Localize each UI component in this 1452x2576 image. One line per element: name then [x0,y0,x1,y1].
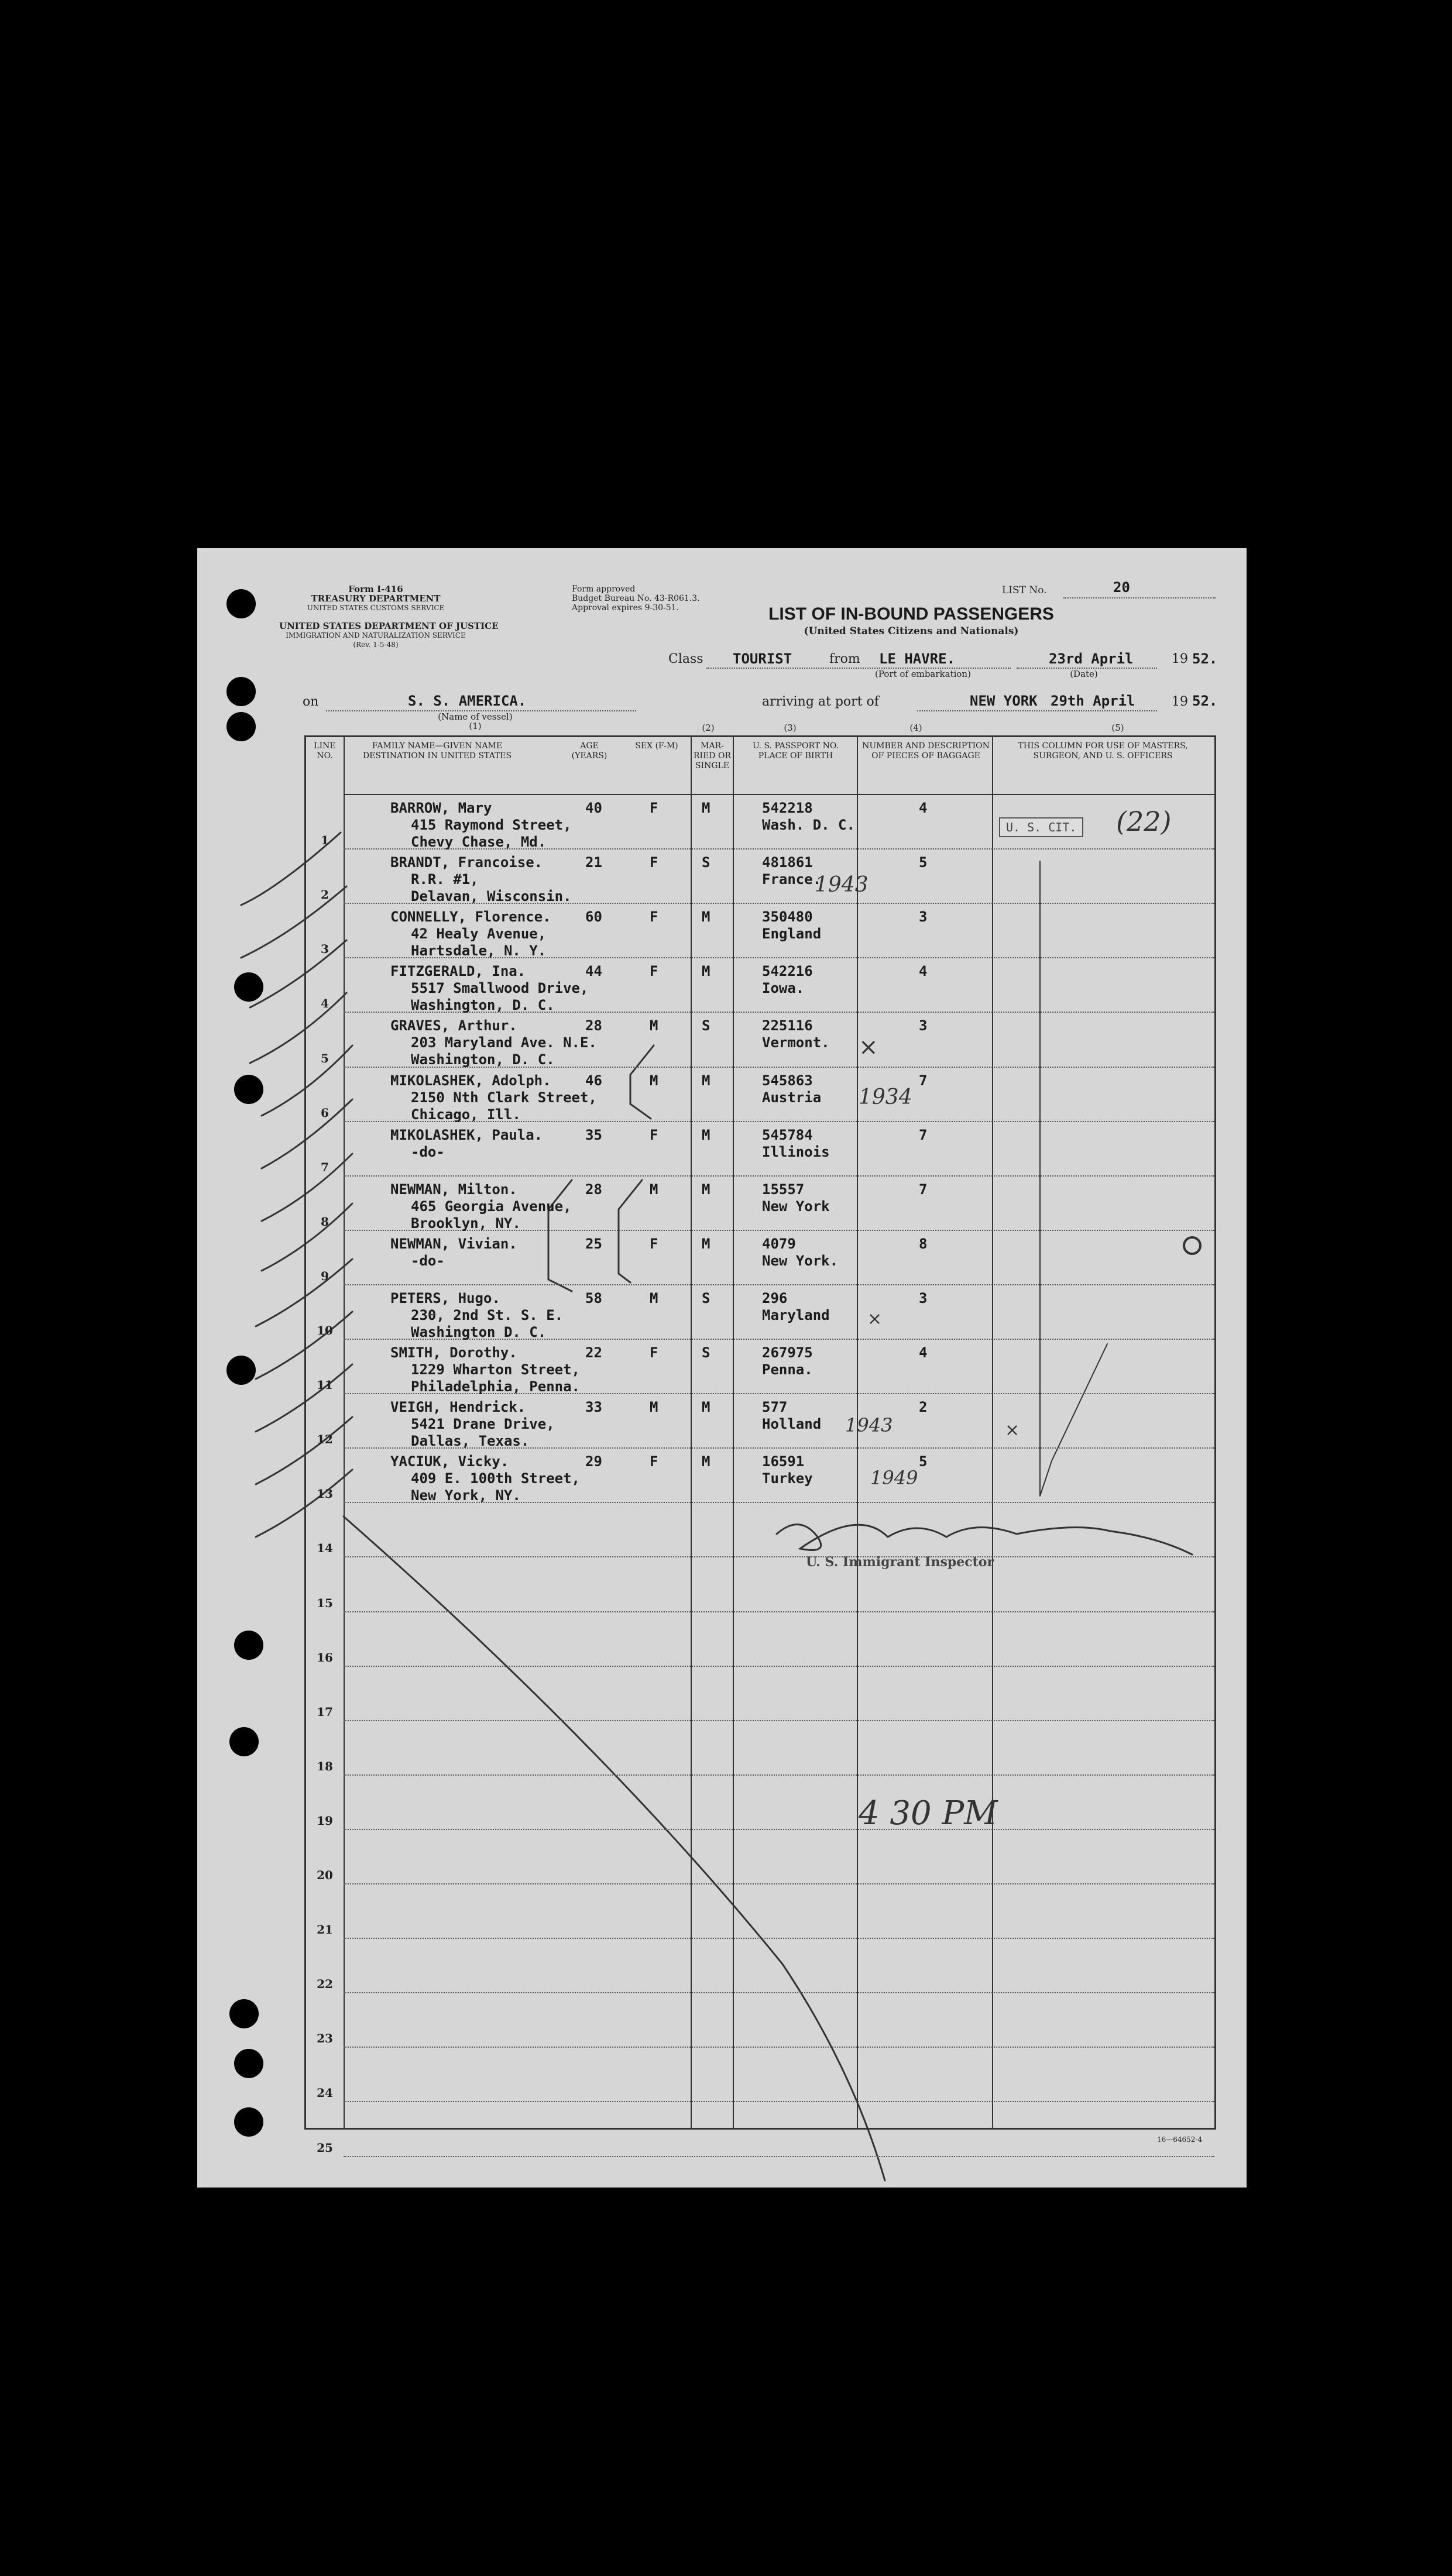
approval-expires: Approval expires 9-30-51. [572,603,679,613]
line-number: 12 [317,1432,333,1447]
passenger-marital: M [702,800,710,816]
passenger-city: Washington, D. C. [411,997,555,1014]
passenger-city: Philadelphia, Penna. [411,1378,580,1395]
passenger-address: 5421 Drane Drive, [411,1416,555,1433]
column-1-number: (1) [469,721,482,731]
column-4-number: (4) [909,723,922,733]
passenger-baggage: 4 [919,1344,928,1361]
passenger-age: 21 [585,854,602,871]
passenger-passport: 542216 [762,963,813,980]
header-age: AGE (YEARS) [571,741,607,761]
passenger-birthplace: Vermont. [762,1034,830,1051]
passenger-baggage: 3 [919,909,928,926]
passenger-sex: M [650,1072,658,1089]
row-line [344,1992,1214,1993]
line-number: 18 [317,1759,333,1773]
header-baggage: NUMBER AND DESCRIPTION OF PIECES OF BAGGAGE [862,741,990,761]
list-no-value: 20 [1113,579,1130,596]
line-number: 5 [321,1051,329,1065]
dept-name: TREASURY DEPARTMENT [311,593,441,604]
passenger-age: 28 [585,1017,602,1034]
passenger-passport: 542218 [762,800,813,816]
row-line [344,1556,1214,1557]
passenger-sex: F [650,800,658,816]
page-title: LIST OF IN-BOUND PASSENGERS [768,604,1054,624]
passenger-city: Washington, D. C. [411,1051,555,1068]
passenger-passport: 296 [762,1289,788,1306]
passenger-birthplace: New York [762,1198,830,1215]
budget-bureau: Budget Bureau No. 43-R061.3. [572,594,700,603]
passenger-name: NEWMAN, Milton. [390,1181,517,1198]
year-prefix-2: 19 [1172,694,1188,709]
class-value: TOURIST [733,651,792,667]
port-caption: (Port of embarkation) [875,669,971,679]
handwritten-time: 4 30 PM [859,1794,998,1832]
passenger-marital: M [702,963,710,980]
passenger-city: Washington D. C. [411,1323,547,1340]
passenger-address: R.R. #1, [411,871,479,888]
passenger-address: 409 E. 100th Street, [411,1470,580,1487]
passenger-marital: S [702,1017,710,1034]
vessel-caption: (Name of vessel) [438,711,513,722]
line-number: 8 [321,1214,329,1229]
row-line [344,2101,1214,2102]
passenger-birthplace: Turkey [762,1470,813,1487]
passenger-address: 465 Georgia Avenue, [411,1198,572,1215]
line-number: 20 [317,1868,333,1882]
passenger-name: CONNELLY, Florence. [390,909,551,926]
passenger-age: 60 [585,909,602,926]
header-sex: SEX (F-M) [635,741,678,751]
passenger-age: 46 [585,1072,602,1089]
passenger-marital: M [702,1399,710,1416]
header-passport: U. S. PASSPORT NO. PLACE OF BIRTH [753,741,839,761]
check-mark [256,1364,352,1432]
passenger-name: PETERS, Hugo. [390,1289,500,1306]
arrival-port: NEW YORK [970,693,1038,709]
passenger-address: 203 Maryland Ave. N.E. [411,1034,597,1051]
passenger-passport: 4079 [762,1235,796,1252]
passenger-city: Chicago, Ill. [411,1106,521,1123]
check-mark [256,1417,352,1484]
passenger-baggage: 8 [919,1235,928,1252]
passenger-address: 1229 Wharton Street, [411,1361,580,1378]
handwritten-year: 1949 [870,1467,918,1489]
passenger-age: 29 [585,1453,602,1470]
list-no-label: LIST No. [1002,584,1047,596]
passenger-marital: M [702,1453,710,1470]
passenger-birthplace: France. [762,871,822,888]
line-number: 13 [317,1487,333,1501]
handwritten-mark: × [1005,1420,1020,1440]
passenger-address: 42 Healy Avenue, [411,926,547,943]
line-number: 17 [317,1704,333,1719]
arrival-date: 29th April [1051,693,1135,709]
passenger-name: VEIGH, Hendrick. [390,1399,526,1416]
passenger-address: 2150 Nth Clark Street, [411,1089,597,1106]
vessel-name: S. S. AMERICA. [408,693,527,709]
header-name: FAMILY NAME—GIVEN NAME DESTINATION IN UNITED STATES [362,741,512,761]
passenger-marital: M [702,1181,710,1198]
passenger-address: -do- [411,1143,445,1160]
handwriting-overlay [197,548,1247,2188]
header-officers: THIS COLUMN FOR USE OF MASTERS, SURGEON, AND U. S. OFFICERS [1018,741,1188,761]
passenger-age: 58 [585,1289,602,1306]
passenger-birthplace: Austria [762,1089,822,1106]
passenger-age: 35 [585,1126,602,1143]
line-number: 4 [321,996,329,1011]
line-number: 22 [317,1977,333,1992]
passenger-birthplace: Maryland [762,1306,830,1323]
form-number: Form I-416 [348,584,403,594]
passenger-baggage: 2 [919,1399,928,1416]
inspector-signature [777,1525,1192,1554]
row-line [344,2047,1214,2048]
revision: (Rev. 1-5-48) [353,641,399,649]
passenger-passport: 545863 [762,1072,813,1089]
row-line [344,1829,1214,1830]
passenger-passport: 16591 [762,1453,805,1470]
line-number: 3 [321,942,329,957]
passenger-passport: 15557 [762,1181,805,1198]
handwritten-year: 1934 [859,1085,912,1109]
footer-code: 16—64652-4 [1157,2135,1203,2144]
passenger-name: BRANDT, Francoise. [390,854,543,871]
check-mark [1040,1344,1107,1496]
from-label: from [829,652,860,666]
passenger-sex: F [650,1453,658,1470]
passenger-name: SMITH, Dorothy. [390,1344,517,1361]
customs-name: UNITED STATES CUSTOMS SERVICE [307,604,445,612]
handwritten-mark: × [867,1309,883,1329]
passenger-sex: M [650,1181,658,1198]
passenger-birthplace: Wash. D. C. [762,817,855,833]
handwritten-count: (22) [1116,806,1172,837]
passenger-name: GRAVES, Arthur. [390,1017,517,1034]
cancel-line [344,1516,885,2181]
depart-date: 23rd April [1049,651,1134,667]
passenger-name: MIKOLASHEK, Adolph. [390,1072,551,1089]
passenger-passport: 577 [762,1399,788,1416]
passenger-birthplace: New York. [762,1252,839,1269]
passenger-age: 28 [585,1181,602,1198]
column-5-number: (5) [1111,723,1124,733]
handwritten-year: 1943 [845,1414,893,1436]
passenger-sex: F [650,854,658,871]
passenger-passport: 545784 [762,1126,813,1143]
passenger-passport: 481861 [762,854,813,871]
passenger-sex: F [650,1344,658,1361]
handwritten-year: 1943 [815,873,869,897]
passenger-sex: F [650,909,658,926]
passenger-age: 25 [585,1235,602,1252]
passenger-age: 33 [585,1399,602,1416]
line-number: 24 [317,2086,333,2100]
passenger-sex: F [650,1235,658,1252]
passenger-baggage: 7 [919,1126,928,1143]
arriving-label: arriving at port of [762,694,879,709]
passenger-age: 40 [585,800,602,816]
passenger-marital: S [702,854,710,871]
inspector-label: U. S. Immigrant Inspector [806,1554,994,1570]
class-label: Class [668,652,703,666]
passenger-passport: 225116 [762,1017,813,1034]
line-number: 7 [321,1160,329,1174]
line-number: 14 [317,1541,333,1556]
on-label: on [303,694,319,709]
passenger-baggage: 5 [919,854,928,871]
passenger-sex: F [650,963,658,980]
bracket-mark [548,1180,572,1291]
passenger-name: BARROW, Mary [390,800,492,816]
passenger-baggage: 3 [919,1017,928,1034]
ins-name: IMMIGRATION AND NATURALIZATION SERVICE [286,631,466,639]
passenger-marital: M [702,1235,710,1252]
passenger-name: YACIUK, Vicky. [390,1453,509,1470]
passenger-marital: M [702,1072,710,1089]
line-number: 11 [317,1378,333,1392]
passenger-baggage: 4 [919,963,928,980]
passenger-birthplace: England [762,926,822,943]
row-line [344,2156,1214,2157]
passenger-passport: 350480 [762,909,813,926]
passenger-birthplace: Penna. [762,1361,813,1378]
passenger-city: Chevy Chase, Md. [411,834,547,850]
row-line [344,1883,1214,1884]
check-mark [256,1312,352,1379]
citizen-stamp: U. S. CIT. [999,817,1083,837]
passenger-sex: M [650,1017,658,1034]
header-married: MAR-RIED OR SINGLE [694,741,731,771]
row-line [344,1774,1214,1776]
check-mark [256,1470,352,1537]
passenger-marital: S [702,1289,710,1306]
passenger-birthplace: Illinois [762,1143,830,1160]
line-number: 21 [317,1922,333,1937]
row-line [344,1938,1214,1939]
passenger-address: 5517 Smallwood Drive, [411,980,589,997]
passenger-address: -do- [411,1252,445,1269]
line-number: 19 [317,1813,333,1828]
passenger-name: MIKOLASHEK, Paula. [390,1126,543,1143]
line-number: 6 [321,1105,329,1120]
passenger-marital: M [702,909,710,926]
row-line [344,1611,1214,1612]
passenger-city: Dallas, Texas. [411,1433,530,1450]
passenger-city: Delavan, Wisconsin. [411,888,572,905]
passenger-city: Brooklyn, NY. [411,1215,521,1232]
passenger-age: 22 [585,1344,602,1361]
handwritten-mark: × [859,1034,878,1061]
line-number: 10 [317,1323,333,1337]
passenger-name: NEWMAN, Vivian. [390,1235,517,1252]
row-line [344,1284,1214,1285]
line-number: 23 [317,2031,333,2046]
form-page [197,548,1247,2188]
line-number: 1 [321,833,329,848]
header-line-no: LINE NO. [314,741,336,761]
line-number: 9 [321,1268,329,1283]
passenger-birthplace: Iowa. [762,980,805,997]
form-approved: Form approved [572,584,636,594]
passenger-age: 44 [585,963,602,980]
arrival-year: 52. [1192,693,1218,709]
passenger-birthplace: Holland [762,1416,822,1433]
passenger-city: Hartsdale, N. Y. [411,943,547,959]
passenger-baggage: 4 [919,800,928,816]
passenger-sex: F [650,1126,658,1143]
row-line [344,1720,1214,1721]
passenger-baggage: 7 [919,1181,928,1198]
passenger-marital: S [702,1344,710,1361]
passenger-address: 230, 2nd St. S. E. [411,1306,564,1323]
port-value: LE HAVRE. [879,651,956,667]
ink-blot [1184,1237,1200,1254]
passenger-marital: M [702,1126,710,1143]
page-subtitle: (United States Citizens and Nationals) [804,625,1019,637]
column-2-number: (2) [702,723,715,733]
depart-year: 52. [1192,651,1218,667]
passenger-passport: 267975 [762,1344,813,1361]
passenger-baggage: 7 [919,1072,928,1089]
year-prefix: 19 [1172,652,1188,666]
row-line [344,1666,1214,1667]
line-number: 2 [321,888,329,902]
passenger-city: New York, NY. [411,1487,521,1504]
passenger-sex: M [650,1399,658,1416]
bracket-mark [619,1180,642,1282]
justice-name: UNITED STATES DEPARTMENT OF JUSTICE [279,621,499,631]
passenger-baggage: 5 [919,1453,928,1470]
passenger-address: 415 Raymond Street, [411,817,572,833]
date-caption: (Date) [1070,669,1098,679]
column-3-number: (3) [784,723,797,733]
line-number: 15 [317,1595,333,1610]
line-number: 16 [317,1650,333,1664]
passenger-name: FITZGERALD, Ina. [390,963,526,980]
passenger-sex: M [650,1289,658,1306]
passenger-baggage: 3 [919,1289,928,1306]
row-line [344,1175,1214,1177]
line-number: 25 [317,2140,333,2155]
